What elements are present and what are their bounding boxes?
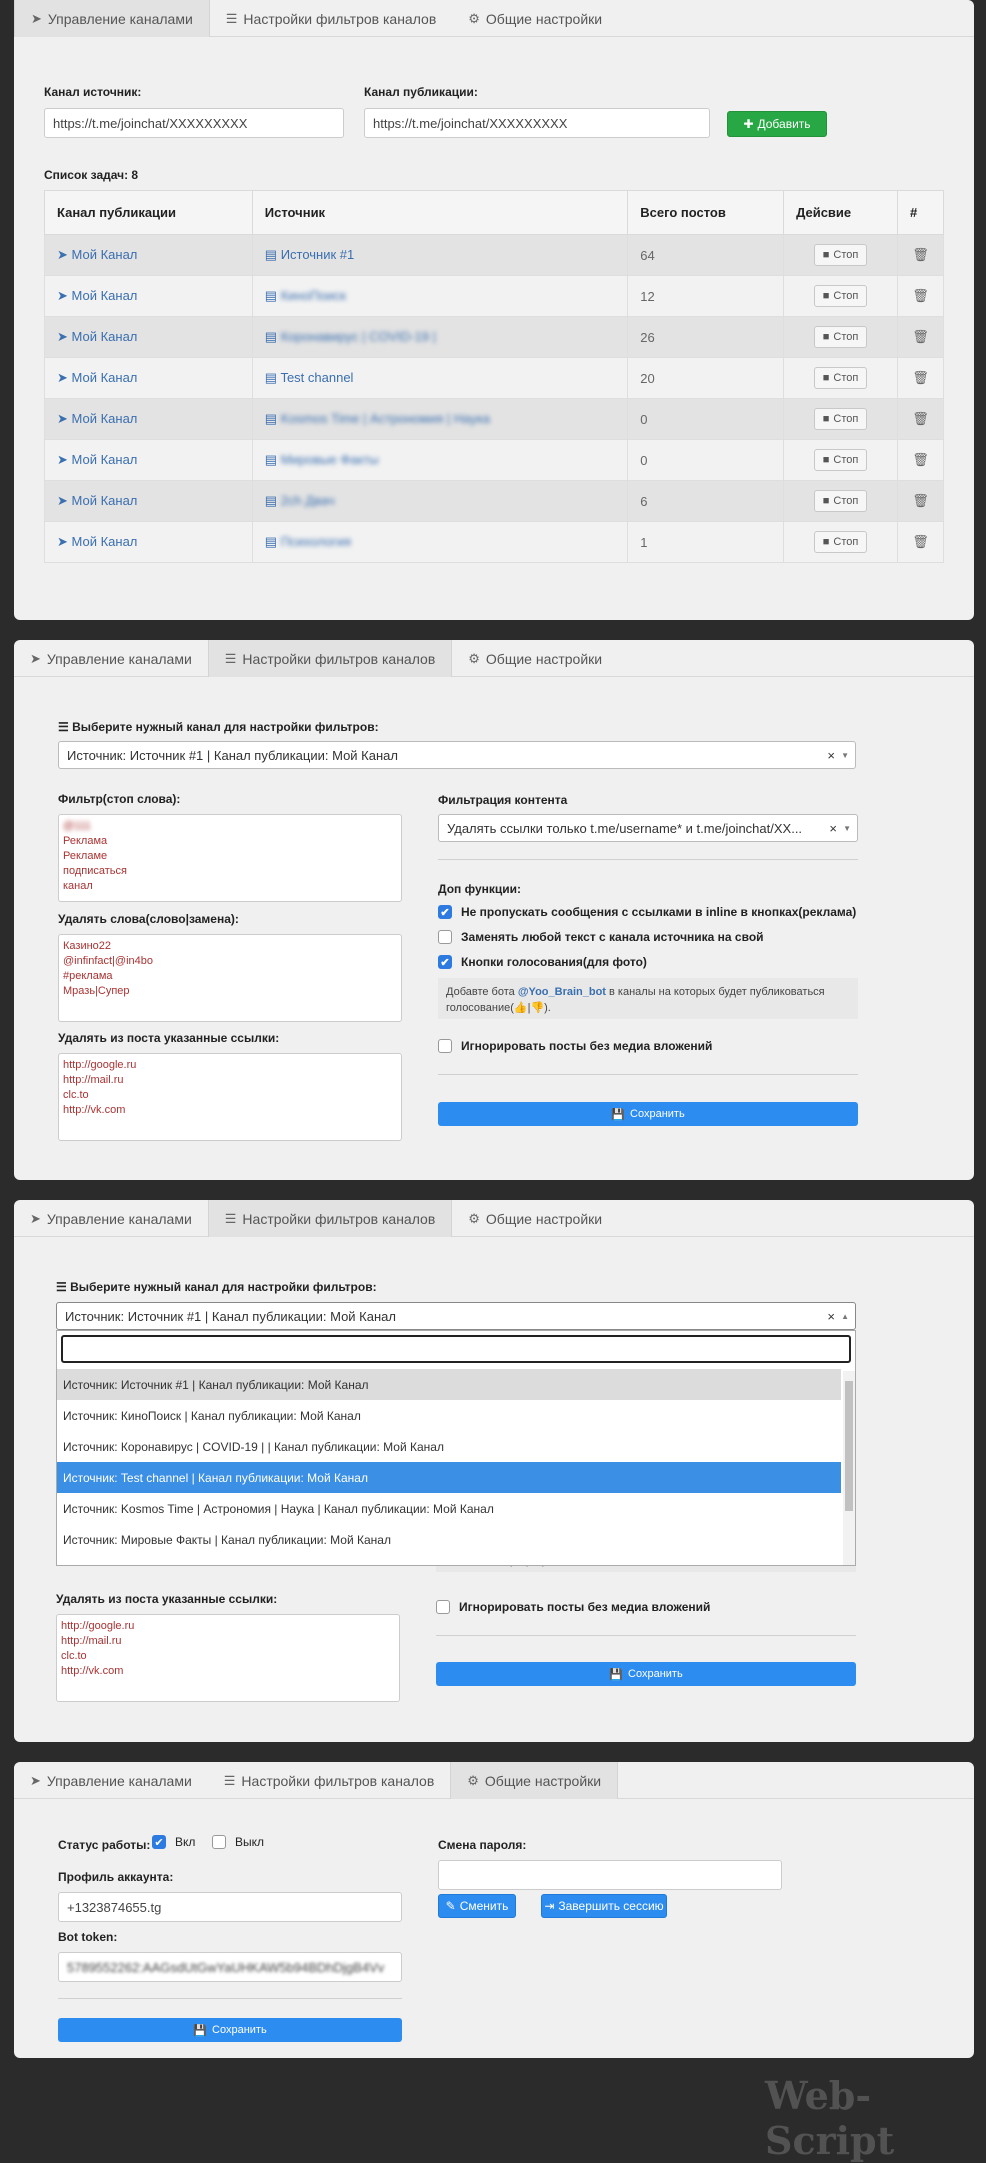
tab-channel-management[interactable]: ➤ Управление каналами xyxy=(30,650,192,667)
stop-button[interactable]: ■ Стоп xyxy=(814,326,868,348)
panel-general-settings xyxy=(14,1762,974,2058)
delete-cell xyxy=(897,399,943,440)
save-icon: 💾 xyxy=(193,2024,208,2037)
content-filter-select[interactable]: Удалять ссылки только t.me/username* и t.me/joinchat/XX... × ▼ xyxy=(438,814,858,842)
watermark: Web-Script xyxy=(765,2073,895,2163)
delete-cell xyxy=(897,522,943,563)
password-input[interactable] xyxy=(438,1860,782,1890)
tab-general-settings[interactable]: ⚙ Общие настройки xyxy=(468,10,603,27)
select-channel-label: ☰ Выберите нужный канал для настройки фильтров: xyxy=(58,720,379,734)
chevron-down-icon: ▼ xyxy=(843,823,851,833)
channel-icon: ▤ xyxy=(264,370,281,385)
trash-icon[interactable]: 🗑 xyxy=(912,329,929,344)
action-cell xyxy=(784,317,898,358)
trash-icon[interactable]: 🗑 xyxy=(912,534,929,549)
channel-icon: ▤ xyxy=(264,534,281,549)
tab-general-settings[interactable]: ⚙ Общие настройки xyxy=(450,1762,618,1799)
clear-icon[interactable]: × xyxy=(827,1308,835,1324)
channel-icon: ▤ xyxy=(264,411,281,426)
replace-words-textarea[interactable]: Казино22 @infinfact|@in4bo #реклама Мразь|Супер xyxy=(58,934,402,1022)
posts-cell: 26 xyxy=(628,317,784,358)
tab-channel-management[interactable]: ➤ Управление каналами xyxy=(30,1210,192,1227)
table-header xyxy=(45,191,944,235)
option-block-inline-ads[interactable]: ✔ Не пропускать сообщения с ссылками в inline в кнопках(реклама) xyxy=(438,905,856,919)
dropdown-list xyxy=(57,1369,841,1555)
table-row xyxy=(45,317,944,358)
send-icon: ➤ xyxy=(30,1772,41,1788)
trash-icon[interactable]: 🗑 xyxy=(912,288,929,303)
list-icon: ☰ xyxy=(225,10,238,26)
send-icon: ➤ xyxy=(57,493,72,508)
clear-icon[interactable]: × xyxy=(829,820,837,836)
checkbox-checked-icon[interactable]: ✔ xyxy=(438,905,452,919)
save-button[interactable]: 💾 Сохранить xyxy=(58,2018,402,2042)
channel-icon: ▤ xyxy=(264,493,281,508)
save-icon: 💾 xyxy=(611,1108,626,1121)
posts-cell: 64 xyxy=(628,235,784,276)
stopwords-textarea[interactable]: @111 Реклама Рекламе подписаться канал xyxy=(58,814,402,902)
status-on[interactable]: ✔ Вкл xyxy=(152,1835,195,1849)
stop-icon: ■ xyxy=(822,536,830,548)
source-cell[interactable]: ▤ Test channel xyxy=(252,358,627,399)
profile-label: Профиль аккаунта: xyxy=(58,1870,174,1884)
table-row xyxy=(45,399,944,440)
bot-link[interactable]: @Yoo_Brain_bot xyxy=(517,986,606,998)
checkbox-unchecked-icon[interactable] xyxy=(436,1600,450,1614)
trash-icon[interactable]: 🗑 xyxy=(912,411,929,426)
remove-links-textarea[interactable]: http://google.ru http://mail.ru clc.to http://vk.com xyxy=(58,1053,402,1141)
checkbox-checked-icon[interactable]: ✔ xyxy=(438,955,452,969)
gears-icon: ⚙ xyxy=(468,10,480,26)
content-filter-label: Фильтрация контента xyxy=(438,793,568,807)
option-ignore-no-media[interactable]: Игнорировать посты без медиа вложений xyxy=(438,1039,712,1053)
trash-icon[interactable]: 🗑 xyxy=(912,247,929,262)
delete-cell xyxy=(897,358,943,399)
tab-general-settings[interactable]: ⚙ Общие настройки xyxy=(468,1210,603,1227)
source-cell[interactable]: ▤ КиноПоиск xyxy=(252,276,627,317)
save-button[interactable]: 💾 Сохранить xyxy=(436,1662,856,1686)
dropdown-option[interactable]: Источник: Коронавирус | COVID-19 | | Канал публикации: Мой Канал xyxy=(63,1439,444,1454)
trash-icon[interactable]: 🗑 xyxy=(912,452,929,467)
remove-links-textarea[interactable]: http://google.ru http://mail.ru clc.to http://vk.com xyxy=(56,1614,400,1702)
dropdown-option[interactable]: Источник: КиноПоиск | Канал публикации: Мой Канал xyxy=(63,1408,361,1423)
publish-channel-cell[interactable]: ➤ Мой Канал xyxy=(45,399,253,440)
stop-button[interactable]: ■ Стоп xyxy=(814,490,868,512)
send-icon: ➤ xyxy=(30,650,41,666)
col-hash: # xyxy=(897,191,943,235)
channel-icon: ▤ xyxy=(264,452,281,467)
stop-icon: ■ xyxy=(822,290,830,302)
stop-button[interactable]: ■ Стоп xyxy=(814,531,868,553)
action-cell xyxy=(784,481,898,522)
stop-button[interactable]: ■ Стоп xyxy=(814,367,868,389)
stop-button[interactable]: ■ Стоп xyxy=(814,285,868,307)
send-icon: ➤ xyxy=(57,370,72,385)
source-cell[interactable]: ▤ Психология xyxy=(252,522,627,563)
channel-select-open[interactable]: Источник: Источник #1 | Канал публикации: Мой Канал × ▲ xyxy=(56,1302,856,1330)
action-cell xyxy=(784,440,898,481)
checkbox-unchecked-icon[interactable] xyxy=(438,1039,452,1053)
list-icon: ☰ xyxy=(56,1280,71,1294)
col-source: Источник xyxy=(252,191,627,235)
publish-channel-cell[interactable]: ➤ Мой Канал xyxy=(45,522,253,563)
list-icon: ☰ xyxy=(224,1210,237,1226)
send-icon: ➤ xyxy=(57,411,72,426)
divider xyxy=(436,1635,856,1636)
publish-channel-cell[interactable]: ➤ Мой Канал xyxy=(45,440,253,481)
remove-links-label: Удалять из поста указанные ссылки: xyxy=(58,1031,280,1045)
tab-channel-management[interactable]: ➤ Управление каналами xyxy=(30,1772,192,1789)
panel-filter-settings xyxy=(14,640,974,1180)
trash-icon[interactable]: 🗑 xyxy=(912,370,929,385)
option-vote-buttons[interactable]: ✔ Кнопки голосования(для фото) xyxy=(438,955,647,969)
stop-icon: ■ xyxy=(822,249,830,261)
option-replace-text[interactable]: Заменять любой текст с канала источника на свой xyxy=(438,930,764,944)
table-row xyxy=(45,481,944,522)
action-cell xyxy=(784,358,898,399)
send-icon: ➤ xyxy=(57,452,72,467)
end-session-button[interactable]: ⇥ Завершить сессию xyxy=(541,1894,667,1918)
status-off[interactable]: Выкл xyxy=(212,1835,264,1849)
gears-icon: ⚙ xyxy=(468,650,480,666)
publish-channel-cell[interactable]: ➤ Мой Канал xyxy=(45,235,253,276)
channel-dropdown xyxy=(56,1330,856,1566)
extra-functions-label: Доп функции: xyxy=(438,882,522,896)
action-cell xyxy=(784,522,898,563)
option-ignore-no-media[interactable]: Игнорировать посты без медиа вложений xyxy=(436,1600,710,1614)
dropdown-option[interactable]: Источник: Kosmos Time | Астрономия | Наука | Канал публикации: Мой Канал xyxy=(63,1501,494,1516)
divider xyxy=(438,859,858,860)
list-icon: ☰ xyxy=(224,650,237,666)
tab-filter-settings[interactable]: ☰ Настройки фильтров каналов xyxy=(225,10,437,27)
posts-cell: 0 xyxy=(628,399,784,440)
stop-icon: ■ xyxy=(822,372,830,384)
save-icon: 💾 xyxy=(609,1668,624,1681)
list-icon: ☰ xyxy=(223,1772,236,1788)
table-row xyxy=(45,358,944,399)
table-row xyxy=(45,440,944,481)
tab-bar xyxy=(14,1762,974,1799)
dropdown-option[interactable]: Источник: Test channel | Канал публикации: Мой Канал xyxy=(57,1462,841,1493)
stop-icon: ■ xyxy=(822,495,830,507)
source-channel-input[interactable]: https://t.me/joinchat/XXXXXXXXX xyxy=(44,108,344,138)
tab-filter-settings[interactable]: ☰ Настройки фильтров каналов xyxy=(208,640,453,677)
scrollbar-thumb[interactable] xyxy=(845,1381,853,1511)
dropdown-scrollbar[interactable] xyxy=(843,1371,855,1565)
col-action: Дейсвие xyxy=(784,191,898,235)
publish-channel-label: Канал публикации: xyxy=(364,85,478,99)
replace-words-label: Удалять слова(слово|замена): xyxy=(58,912,239,926)
send-icon: ➤ xyxy=(57,329,72,344)
tab-filter-settings[interactable]: ☰ Настройки фильтров каналов xyxy=(208,1200,453,1237)
source-channel-label: Канал источник: xyxy=(44,85,142,99)
table-row xyxy=(45,276,944,317)
change-password-button[interactable]: ✎ Сменить xyxy=(438,1894,516,1918)
panel-channel-management xyxy=(14,0,974,620)
send-icon: ➤ xyxy=(31,10,42,26)
checkbox-unchecked-icon[interactable] xyxy=(212,1835,226,1849)
channel-icon: ▤ xyxy=(264,247,281,262)
dropdown-option[interactable]: Источник: Источник #1 | Канал публикации: Мой Канал xyxy=(57,1369,841,1400)
clear-icon[interactable]: × xyxy=(827,747,835,763)
stop-button[interactable]: ■ Стоп xyxy=(814,449,868,471)
send-icon: ➤ xyxy=(57,288,72,303)
send-icon: ➤ xyxy=(30,1210,41,1226)
list-icon: ☰ xyxy=(58,720,73,734)
tab-channel-management[interactable]: ➤ Управление каналами xyxy=(14,0,210,37)
col-total-posts: Всего постов xyxy=(628,191,784,235)
checkbox-checked-icon[interactable]: ✔ xyxy=(152,1835,166,1849)
delete-cell xyxy=(897,276,943,317)
add-button[interactable]: ✚ Добавить xyxy=(727,111,827,137)
action-cell xyxy=(784,276,898,317)
table-row xyxy=(45,235,944,276)
delete-cell xyxy=(897,235,943,276)
trash-icon[interactable]: 🗑 xyxy=(912,493,929,508)
stop-icon: ■ xyxy=(822,413,830,425)
channel-icon: ▤ xyxy=(264,288,281,303)
posts-cell: 20 xyxy=(628,358,784,399)
plus-icon: ✚ xyxy=(743,117,754,131)
delete-cell xyxy=(897,440,943,481)
action-cell xyxy=(784,399,898,440)
stop-icon: ■ xyxy=(822,454,830,466)
profile-value: +1323874655.tg xyxy=(67,1899,162,1915)
table-row xyxy=(45,522,944,563)
chevron-down-icon: ▼ xyxy=(841,750,849,760)
source-cell[interactable]: ▤ 2ch Двач xyxy=(252,481,627,522)
password-label: Смена пароля: xyxy=(438,1838,527,1852)
dropdown-search-input[interactable] xyxy=(61,1335,851,1363)
token-label: Bot token: xyxy=(58,1930,118,1944)
posts-cell: 0 xyxy=(628,440,784,481)
publish-channel-cell[interactable]: ➤ Мой Канал xyxy=(45,317,253,358)
stop-button[interactable]: ■ Стоп xyxy=(814,408,868,430)
tab-bar xyxy=(14,640,974,677)
chevron-up-icon: ▲ xyxy=(841,1311,849,1321)
col-publish-channel: Канал публикации xyxy=(45,191,253,235)
dropdown-option[interactable]: Источник: Мировые Факты | Канал публикации: Мой Канал xyxy=(63,1532,391,1547)
status-label: Статус работы: xyxy=(58,1838,151,1852)
publish-channel-cell[interactable]: ➤ Мой Канал xyxy=(45,481,253,522)
tab-bar xyxy=(14,0,974,37)
source-cell[interactable]: ▤ Мировые Факты xyxy=(252,440,627,481)
bot-note: Добавте бота @Yoo_Brain_bot в каналы на которых будет публиковаться голосование(👍|👎). xyxy=(438,978,858,1019)
save-button[interactable]: 💾 Сохранить xyxy=(438,1102,858,1126)
send-icon: ➤ xyxy=(57,247,72,262)
task-count: Список задач: 8 xyxy=(44,168,139,182)
gears-icon: ⚙ xyxy=(467,1772,479,1788)
tasks-table xyxy=(44,190,944,563)
profile-input[interactable] xyxy=(58,1892,402,1922)
tab-general-settings[interactable]: ⚙ Общие настройки xyxy=(468,650,603,667)
delete-cell xyxy=(897,481,943,522)
checkbox-unchecked-icon[interactable] xyxy=(438,930,452,944)
publish-channel-input[interactable]: https://t.me/joinchat/XXXXXXXXX xyxy=(364,108,710,138)
token-input[interactable] xyxy=(58,1952,402,1982)
tab-bar xyxy=(14,1200,974,1237)
token-value: 5789552262:AAGsdUtGwYaUHKAW5b94BDhDjgB4Vv xyxy=(67,1959,385,1975)
publish-channel-cell[interactable]: ➤ Мой Канал xyxy=(45,276,253,317)
divider xyxy=(438,1074,858,1075)
send-icon: ➤ xyxy=(57,534,72,549)
delete-cell xyxy=(897,317,943,358)
source-cell[interactable]: ▤ Kosmos Time | Астрономия | Наука xyxy=(252,399,627,440)
edit-icon: ✎ xyxy=(445,1899,456,1913)
stop-icon: ■ xyxy=(822,331,830,343)
remove-links-label: Удалять из поста указанные ссылки: xyxy=(56,1592,278,1606)
gears-icon: ⚙ xyxy=(468,1210,480,1226)
logout-icon: ⇥ xyxy=(544,1899,555,1913)
action-cell xyxy=(784,235,898,276)
source-cell[interactable]: ▤ Источник #1 xyxy=(252,235,627,276)
channel-icon: ▤ xyxy=(264,329,281,344)
select-channel-label: ☰ Выберите нужный канал для настройки фильтров: xyxy=(56,1280,377,1294)
stop-button[interactable]: ■ Стоп xyxy=(814,244,868,266)
posts-cell: 6 xyxy=(628,481,784,522)
source-cell[interactable]: ▤ Коронавирус | COVID-19 | xyxy=(252,317,627,358)
tab-filter-settings[interactable]: ☰ Настройки фильтров каналов xyxy=(223,1772,435,1789)
posts-cell: 12 xyxy=(628,276,784,317)
publish-channel-cell[interactable]: ➤ Мой Канал xyxy=(45,358,253,399)
panel-filter-settings-dropdown xyxy=(14,1200,974,1742)
stopwords-label: Фильтр(стоп слова): xyxy=(58,792,181,806)
divider xyxy=(58,1998,402,1999)
posts-cell: 1 xyxy=(628,522,784,563)
channel-select[interactable]: Источник: Источник #1 | Канал публикации: Мой Канал × ▼ xyxy=(58,741,856,769)
